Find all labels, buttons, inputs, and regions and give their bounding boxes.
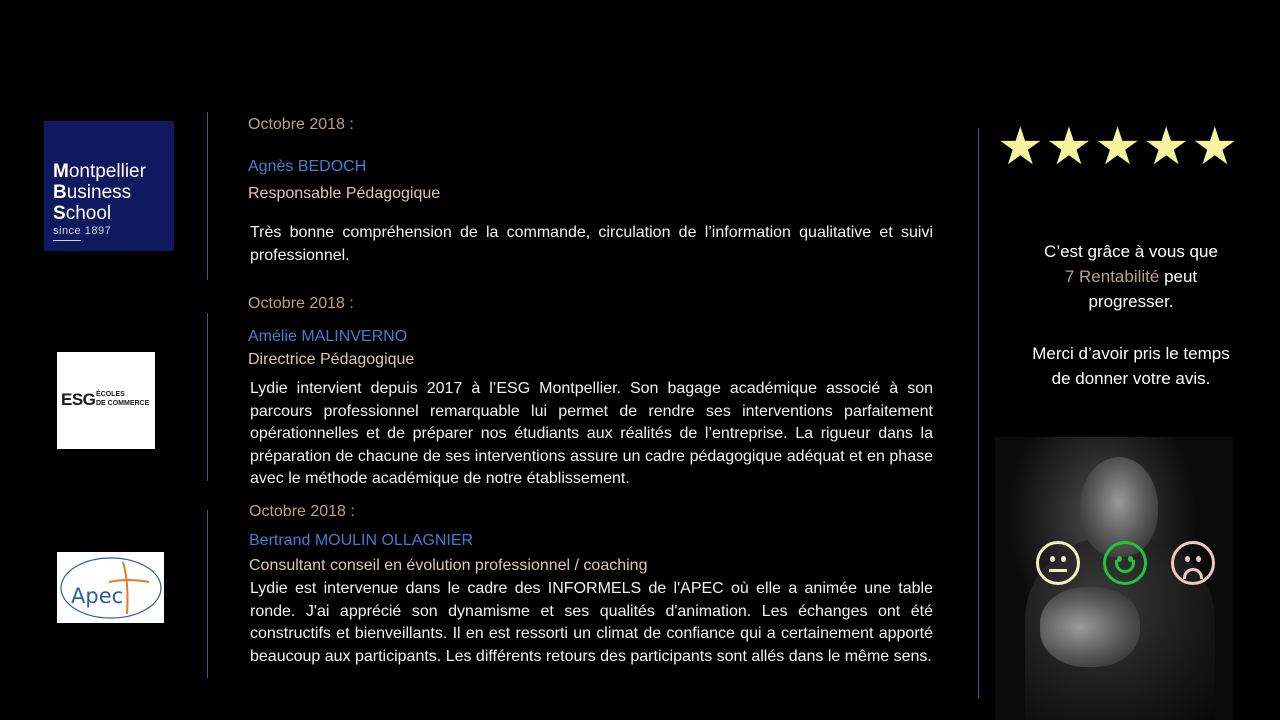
mbs-logo: Montpellier Business School since 1897	[44, 121, 174, 251]
separator-1	[207, 112, 208, 280]
testimonial-3-name: Bertrand MOULIN OLLAGNIER	[249, 532, 474, 549]
testimonial-1-name: Agnès BEDOCH	[248, 158, 367, 175]
testimonial-3-date: Octobre 2018 :	[249, 503, 355, 520]
thanks-text-1: C’est grâce à vous que 7 Rentabilité peut progresser.	[1044, 242, 1218, 311]
testimonial-3-text: Lydie est intervenue dans le cadre des INFORMELS de l'APEC où elle a animée une table ronde. J'ai apprécié son dynamisme et ses qualités d'animation. Les échanges ont été constructifs et bienveillants. Il en est ressorti un climat de confiance qui a certainement apporté beaucoup aux participants. Les différents retours des participants sont allés dans le même sens.	[250, 580, 933, 665]
star-icon: ★	[1191, 117, 1239, 177]
testimonial-2-date: Octobre 2018 :	[248, 295, 354, 312]
separator-right	[978, 128, 979, 698]
star-icon: ★	[997, 117, 1044, 177]
brand-name: 7 Rentabilité	[1064, 267, 1160, 286]
rating-stars	[997, 117, 1238, 177]
happy-face-icon[interactable]	[1103, 541, 1147, 585]
mbs-since: since 1897	[53, 225, 112, 237]
testimonial-2-name: Amélie MALINVERNO	[248, 328, 408, 345]
esg-logo: ESG ÉCOLES DE COMMERCE	[57, 352, 155, 449]
testimonial-1-role: Responsable Pédagogique	[248, 185, 441, 202]
testimonial-1-text: Très bonne compréhension de la commande, circulation de l’information qualitative et suivi professionnel.	[250, 224, 933, 264]
separator-2	[207, 313, 208, 481]
sad-face-icon[interactable]	[1171, 541, 1215, 585]
testimonial-3-role: Consultant conseil en évolution professionnel / coaching	[249, 557, 648, 574]
testimonial-2-role: Directrice Pédagogique	[248, 351, 415, 368]
testimonial-1-date: Octobre 2018 :	[248, 116, 354, 133]
separator-3	[207, 510, 208, 678]
neutral-face-icon[interactable]	[1036, 541, 1080, 585]
star-icon: ★	[1045, 117, 1093, 177]
testimonial-2-text: Lydie intervient depuis 2017 à l’ESG Montpellier. Son bagage académique associé à son parcours professionnel remarquable lui permet de rendre ses interventions parfaitement opérationnelles et de préparer nos étudiants aux réalités de l’entreprise. La rigueur dans la préparation de chacune de ses interventions assure un cadre pédagogique adéquat et en phase avec le méthode académique de notre établissement.	[250, 380, 933, 487]
star-icon: ★	[1094, 117, 1141, 177]
star-icon: ★	[1142, 117, 1190, 177]
thanks-text-2: Merci d’avoir pris le temps de donner votre avis.	[1032, 344, 1230, 388]
apec-logo: Apec	[57, 552, 164, 623]
pointing-man-photo	[995, 437, 1233, 720]
